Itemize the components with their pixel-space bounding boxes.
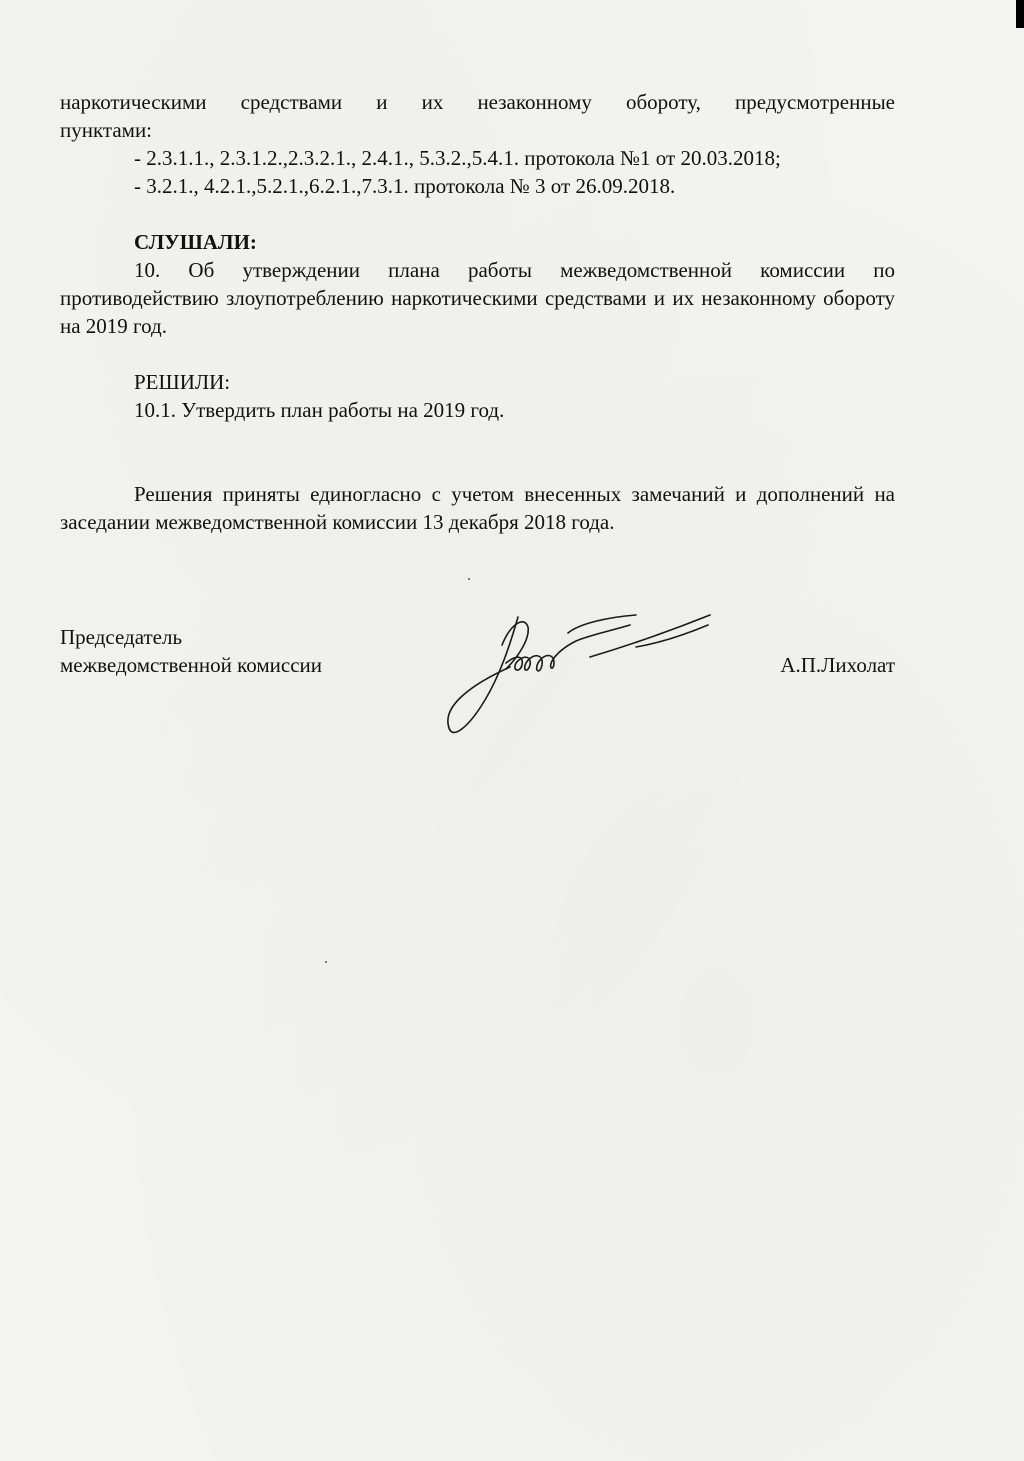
item-10-paragraph: 10. Об утверждении плана работы межведомственной комиссии по противодействию злоупотреблению наркотическими средствами и их незаконному обороту на 2019 год. (60, 258, 895, 338)
final-decision-paragraph: Решения приняты единогласно с учетом внесенных замечаний и дополнений на заседании межведомственной комиссии 13 декабря 2018 года. (60, 482, 895, 534)
list-item: - 2.3.1.1., 2.3.1.2.,2.3.2.1., 2.4.1., 5.3.2.,5.4.1. протокола №1 от 20.03.2018; (134, 146, 781, 170)
list-item: - 3.2.1., 4.2.1.,5.2.1.,6.2.1.,7.3.1. протокола № 3 от 26.09.2018. (134, 174, 676, 198)
scan-speck (325, 961, 327, 963)
handwritten-signature (440, 605, 730, 750)
signatory-title-line-1: Председатель (60, 625, 183, 649)
decided-heading: РЕШИЛИ: (134, 370, 231, 394)
signatory-name: А.П.Лихолат (780, 653, 895, 677)
continued-paragraph-line-1: наркотическими средствами и их незаконному обороту, предусмотренные (60, 90, 895, 114)
scan-speck (468, 578, 470, 580)
decision-10-1: 10.1. Утвердить план работы на 2019 год. (134, 398, 505, 422)
continued-paragraph-line-2: пунктами: (60, 118, 153, 142)
heard-heading: СЛУШАЛИ: (134, 230, 257, 254)
document-body (60, 88, 895, 536)
signatory-title-line-2: межведомственной комиссии (60, 653, 322, 677)
scan-edge-mark (1016, 0, 1024, 28)
